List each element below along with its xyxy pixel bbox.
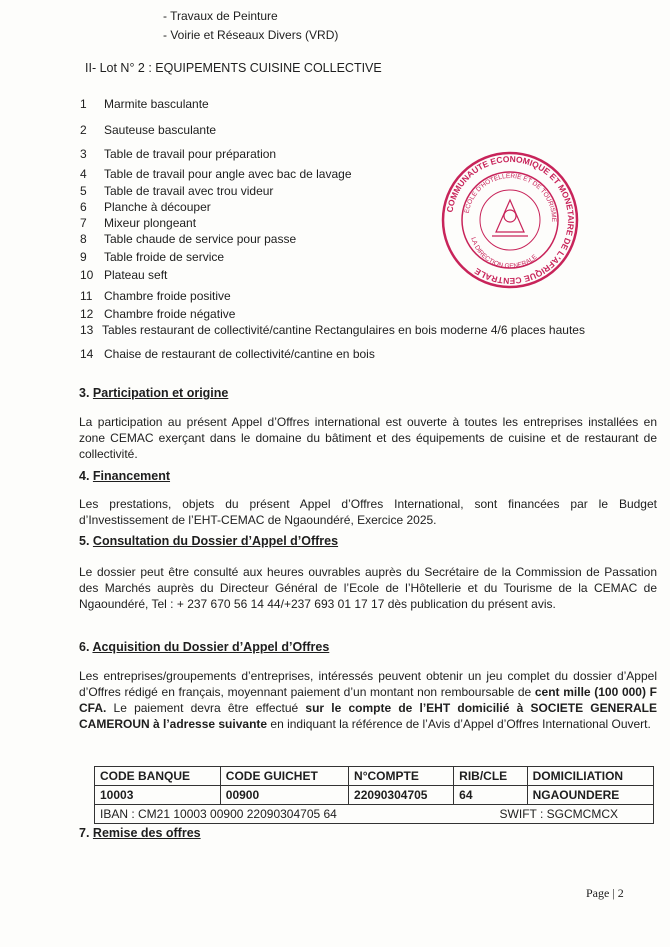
section-3-title: 3. Participation et origine xyxy=(79,386,229,400)
swift-text: SWIFT : SGCMCMCX xyxy=(499,807,618,821)
equipment-label: Sauteuse basculante xyxy=(104,123,217,137)
equipment-number: 14 xyxy=(80,347,94,361)
header-code-guichet: CODE GUICHET xyxy=(220,767,348,786)
equipment-number: 12 xyxy=(80,307,94,321)
equipment-label: Table froide de service xyxy=(104,250,225,264)
value-code-guichet: 00900 xyxy=(220,786,348,805)
header-rib-cle: RIB/CLE xyxy=(454,767,527,786)
equipment-number: 5 xyxy=(80,184,87,198)
bank-iban-row xyxy=(95,805,654,824)
section-3-text: La participation au présent Appel d’Offres international est ouverte à toutes les entreprises installées en zone CEMAC exerçant dans le domaine du bâtiment et des équipements de cuisine et de restaurant de collectivité. xyxy=(79,415,657,461)
equipment-number: 11 xyxy=(80,289,93,303)
equipment-label: Chambre froide positive xyxy=(104,289,231,303)
official-stamp xyxy=(440,150,580,290)
equipment-number: 2 xyxy=(80,123,87,137)
equipment-label: Table de travail pour préparation xyxy=(104,147,277,161)
bank-details-table xyxy=(94,766,654,824)
equipment-label: Table chaude de service pour passe xyxy=(104,232,297,246)
equipment-label: Tables restaurant de collectivité/cantine Rectangulaires en bois moderne 4/6 places hautes xyxy=(102,323,585,337)
equipment-number: 6 xyxy=(80,200,87,214)
section-4-text: Les prestations, objets du présent Appel d’Offres International, sont financées par le Budget d’Investissement de l’EHT-CEMAC de Ngaoundéré, Exercice 2025. xyxy=(79,497,657,527)
iban-text: IBAN : CM21 10003 00900 22090304705 64 xyxy=(100,807,337,821)
equipment-label: Table de travail pour angle avec bac de lavage xyxy=(104,167,352,181)
value-code-banque: 10003 xyxy=(95,786,221,805)
equipment-number: 3 xyxy=(80,147,87,161)
svg-text:ECOLE D'HOTELLERIE ET DE TOURI: ECOLE D'HOTELLERIE ET DE TOURISME xyxy=(463,172,558,223)
equipment-label: Table de travail avec trou videur xyxy=(104,184,274,198)
equipment-label: Planche à découper xyxy=(104,200,211,214)
equipment-label: Marmite basculante xyxy=(104,97,209,111)
section-6-text: Les entreprises/groupements d’entreprises, intéressés peuvent obtenir un jeu complet du dossier d’Appel d’Offres rédigé en français, moyennant paiement d’un montant non remboursable de cent mille (100 000) F CFA. Le paiement devra être effectué sur le compte de l’EHT domicilié à SOCIETE GENERALE CAMEROUN à l’adresse suivante en indiquant la référence de l’Avis d’Appel d’Offres International Ouvert. xyxy=(79,669,657,731)
section-7-title: 7. Remise des offres xyxy=(79,826,201,840)
value-domiciliation: NGAOUNDERE xyxy=(527,786,653,805)
equipment-number: 7 xyxy=(80,216,87,230)
equipment-label: Mixeur plongeant xyxy=(104,216,197,230)
top-item-peinture: - Travaux de Peinture xyxy=(163,9,278,23)
value-rib-cle: 64 xyxy=(454,786,527,805)
section-4-title: 4. Financement xyxy=(79,469,171,483)
page-number: Page | 2 xyxy=(586,886,624,900)
equipment-number: 4 xyxy=(80,167,87,181)
section-6-title: 6. Acquisition du Dossier d’Appel d’Offres xyxy=(79,640,330,654)
equipment-label: Plateau seft xyxy=(104,268,168,282)
header-domiciliation: DOMICILIATION xyxy=(527,767,653,786)
bank-header-row xyxy=(95,767,654,786)
equipment-label: Chambre froide négative xyxy=(104,307,236,321)
equipment-number: 10 xyxy=(80,268,94,282)
equipment-label: Chaise de restaurant de collectivité/cantine en bois xyxy=(104,347,375,361)
header-numero-compte: N°COMPTE xyxy=(349,767,454,786)
lot-title: II- Lot N° 2 : EQUIPEMENTS CUISINE COLLECTIVE xyxy=(85,61,382,75)
top-item-vrd: - Voirie et Réseaux Divers (VRD) xyxy=(163,28,339,42)
value-numero-compte: 22090304705 xyxy=(349,786,454,805)
section-5-title: 5. Consultation du Dossier d’Appel d’Offres xyxy=(79,534,339,548)
header-code-banque: CODE BANQUE xyxy=(95,767,221,786)
equipment-number: 13 xyxy=(80,323,94,337)
section-5-text: Le dossier peut être consulté aux heures ouvrables auprès du Secrétaire de la Commission de Passation des Marchés auprès du Directeur Général de l’Ecole de l’Hôtellerie et du Tourisme de la CEMAC de Ngaoundéré, Tel : + 237 670 56 14 44/+237 693 01 17 17 dès publication du présent avis. xyxy=(79,565,657,611)
equipment-number: 8 xyxy=(80,232,87,246)
bank-values-row xyxy=(95,786,654,805)
svg-text:COMMUNAUTE ECONOMIQUE ET MONET: COMMUNAUTE ECONOMIQUE ET MONETAIRE DE L'AFRIQUE CENTRALE xyxy=(444,153,577,287)
equipment-number: 1 xyxy=(80,97,87,111)
svg-text:LA DIRECTION GENERALE: LA DIRECTION GENERALE xyxy=(469,236,539,271)
equipment-number: 9 xyxy=(80,250,87,264)
